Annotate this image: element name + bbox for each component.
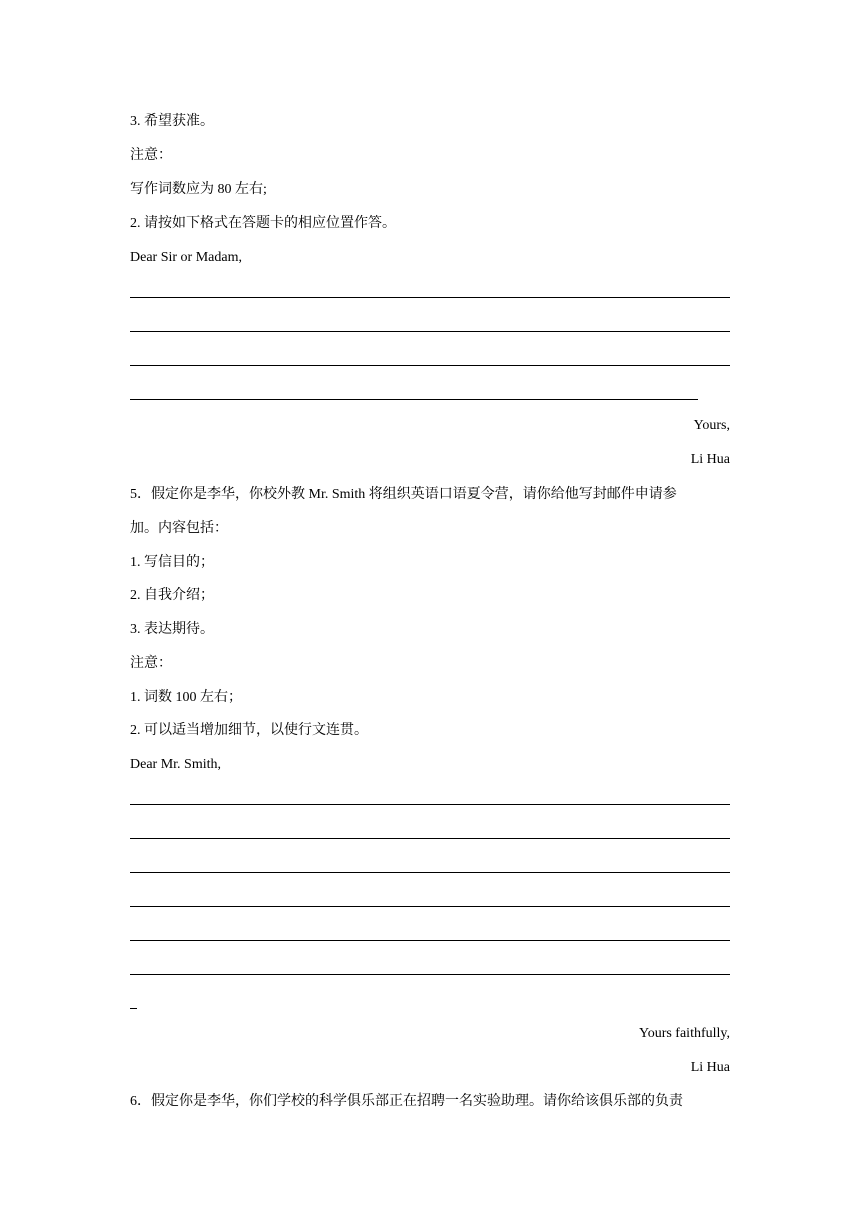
question-5-closing: Yours faithfully, [638, 1026, 730, 1041]
question-5-prompt-line-2: 加。内容包括： [130, 521, 228, 536]
writing-line-4[interactable] [130, 399, 698, 400]
question-5-point-3: 3. 表达期待。 [130, 622, 214, 637]
question-5-prompt-line-1: 5．假定你是李华，你校外教 Mr. Smith 将组织英语口语夏令营，请你给他写封邮件申请参 [130, 487, 677, 502]
question-5-writing-line-1[interactable] [130, 804, 730, 805]
question-5-writing-line-2[interactable] [130, 838, 730, 839]
requirement-3: 3. 希望获准。 [130, 114, 214, 129]
question-5-note-1: 1. 词数 100 左右； [130, 690, 242, 705]
note-label: 注意： [130, 148, 172, 163]
writing-line-3[interactable] [130, 365, 730, 366]
question-5-writing-line-5[interactable] [130, 940, 730, 941]
note-item-2: 2. 请按如下格式在答题卡的相应位置作答。 [130, 216, 396, 231]
question-5-writing-line-4[interactable] [130, 906, 730, 907]
letter-salutation: Dear Sir or Madam, [130, 250, 242, 265]
question-5-writing-line-6[interactable] [130, 974, 730, 975]
question-5-salutation: Dear Mr. Smith, [130, 757, 221, 772]
question-5-writing-line-7[interactable] [130, 1008, 137, 1009]
writing-line-2[interactable] [130, 331, 730, 332]
writing-line-1[interactable] [130, 297, 730, 298]
question-5-note-label: 注意： [130, 656, 172, 671]
letter-signature: Li Hua [690, 452, 730, 467]
question-6-prompt-line-1: 6．假定你是李华，你们学校的科学俱乐部正在招聘一名实验助理。请你给该俱乐部的负责 [130, 1094, 683, 1109]
letter-closing: Yours, [693, 418, 730, 433]
question-5-note-2: 2. 可以适当增加细节，以使行文连贯。 [130, 723, 368, 738]
note-item-1: 写作词数应为 80 左右; [130, 182, 267, 197]
question-5-writing-line-3[interactable] [130, 872, 730, 873]
question-5-signature: Li Hua [690, 1060, 730, 1075]
question-5-point-1: 1. 写信目的； [130, 555, 214, 570]
question-5-point-2: 2. 自我介绍； [130, 588, 214, 603]
